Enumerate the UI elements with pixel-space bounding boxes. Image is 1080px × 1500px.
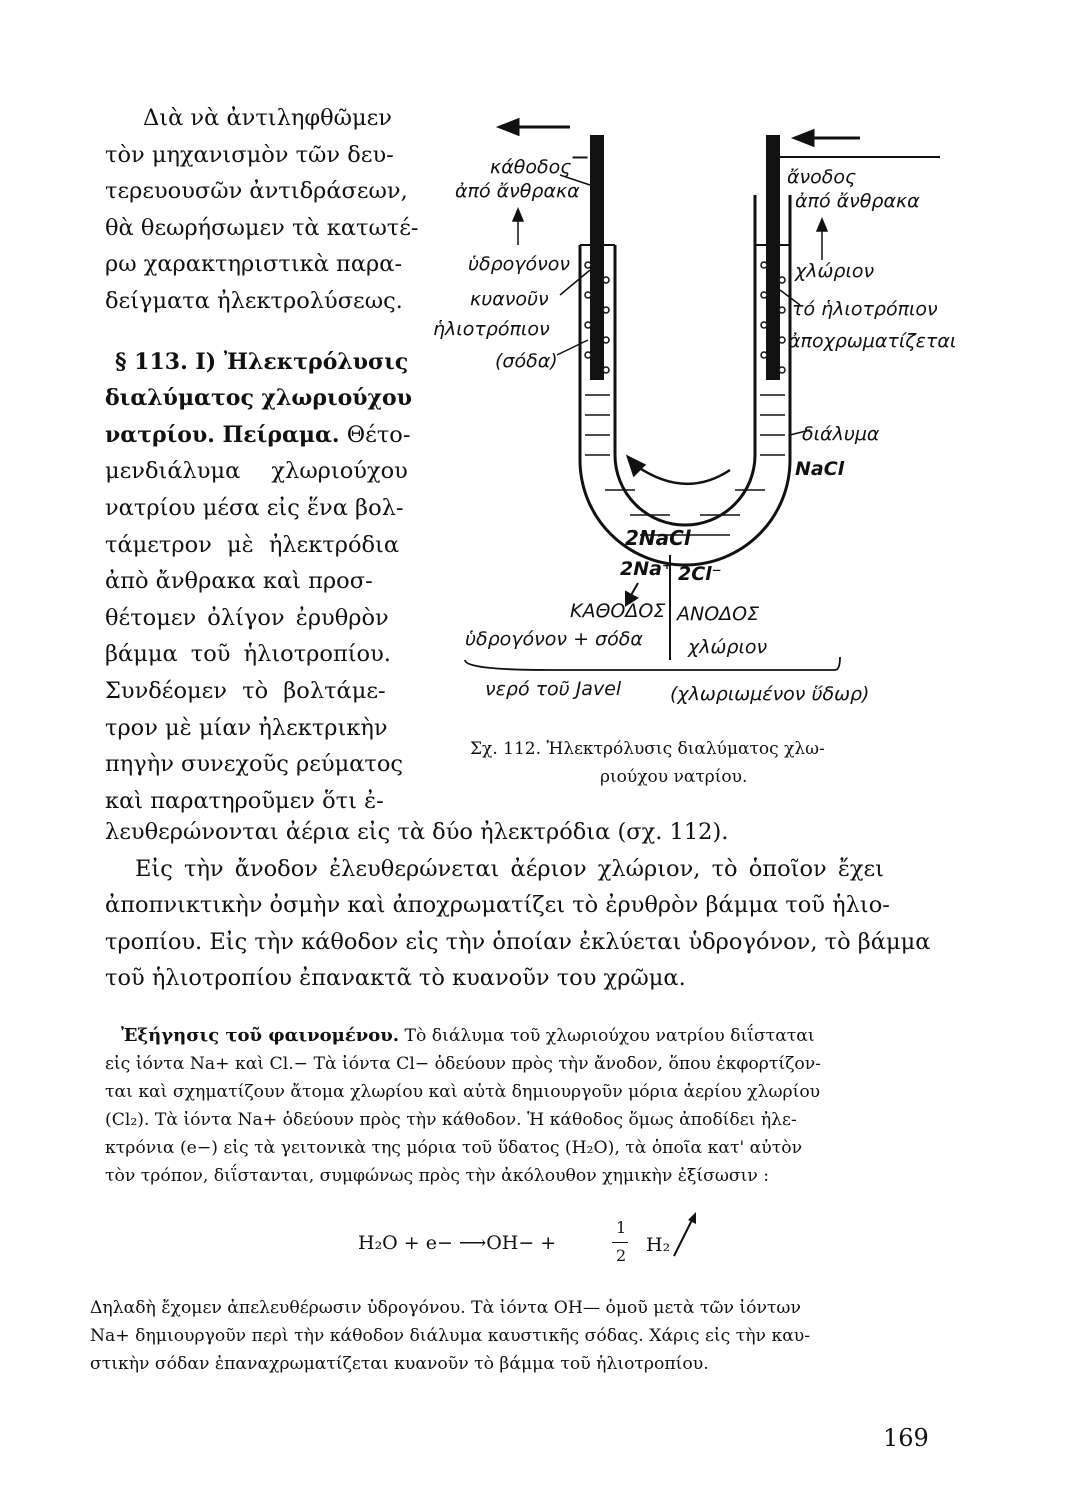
javel-label: νερό τοῦ Javel: [485, 678, 622, 700]
text-line: καὶ παρατηροῦμεν ὅτι ἐ-: [105, 787, 384, 814]
cathode-products: ὑδρογόνον + σόδα: [465, 628, 643, 650]
text-line: ρω χαρακτηριστικὰ παρα-: [105, 251, 403, 278]
text-line: τερευουσῶν ἀντιδράσεων,: [105, 178, 408, 205]
text-line: μενδιάλυμα χλωριούχου: [105, 458, 408, 485]
main-paragraph: [105, 814, 950, 997]
text-line: δείγματα ἠλεκτρολύσεως.: [105, 287, 403, 314]
ion-negative: 2Cl⁻: [678, 563, 722, 585]
text-line: Na+ δημιουργοῦν περὶ τὴν κάθοδον διάλυμα καυστικῆς σόδας. Χάρις εἰς τὴν καυ-: [90, 1326, 811, 1346]
u-tube: [580, 195, 790, 565]
text-line: κτρόνια (e−) εἰς τὰ γειτονικὰ της μόρια τοῦ ὕδατος (H₂O), τὰ ὁποῖα κατ' αὐτὸν: [105, 1138, 803, 1158]
anode-label-2: ἀπό ἄνθρακα: [795, 190, 920, 212]
fraction-denominator: 2: [616, 1246, 627, 1265]
anode-label: + ἄνοδος: [765, 166, 857, 188]
chlorine-label: χλώριον: [795, 260, 875, 282]
hydrogen-label: ὑδρογόνον: [468, 253, 571, 275]
formula-nacl: 2NaCl: [625, 526, 691, 550]
caption-line: ριούχου νατρίου.: [600, 767, 748, 787]
solution-label: διάλυμα: [802, 423, 880, 445]
text-line: στικὴν σόδαν ἐπαναχρωματίζεται κυανοῦν τὸ βάμμα τοῦ ἡλιοτροπίου.: [90, 1354, 709, 1374]
text-line: θὰ θεωρήσωμεν τὰ κατωτέ-: [105, 214, 419, 241]
page-number: 169: [883, 1424, 929, 1452]
section-heading-bold: νατρίου. Πείραμα.: [105, 421, 340, 448]
explanation-paragraph: [105, 1022, 950, 1190]
current-arrow-left: [500, 120, 570, 134]
blue-label: κυανοῦν: [470, 288, 549, 310]
minus-sign: −: [570, 143, 591, 171]
anode-products: χλώριον: [688, 636, 768, 658]
text-line: Συνδέομεν τὸ βολτάμε-: [105, 677, 386, 704]
equation-left: H₂O + e− ⟶OH− +: [358, 1232, 557, 1254]
text-line: βάμμα τοῦ ἡλιοτροπίου.: [105, 641, 391, 668]
text-line: (Cl₂). Τὰ ἰόντα Na+ ὁδεύουν πρὸς τὴν κάθοδον. Ἡ κάθοδος ὅμως ἀποδίδει ἠλε-: [105, 1110, 797, 1130]
cathode-caps: ΚΑΘΟΔΟΣ: [570, 600, 666, 622]
scheme-brace: [465, 657, 840, 670]
text-line: ἀπὸ ἄνθρακα καὶ προσ-: [105, 568, 373, 595]
ion-positive: 2Na⁺: [620, 558, 672, 580]
figure-caption: [470, 735, 910, 791]
cathode-label: κάθοδος: [490, 156, 572, 178]
text-fragment: Θέτο-: [346, 421, 411, 448]
section-heading-line3: [105, 417, 440, 454]
text-line: τροπίου. Εἰς τὴν κάθοδον εἰς τὴν ὁποίαν ἐκλύεται ὑδρογόνον, τὸ βάμμα: [105, 928, 931, 955]
decolorized-label: ἀποχρωματίζεται: [788, 330, 957, 352]
text-line: πηγὴν συνεχοῦς ρεύματος: [105, 751, 403, 778]
cathode-label-2: ἀπό ἄνθρακα: [455, 180, 580, 202]
javel-paren: (χλωριωμένον ὕδωρ): [670, 683, 870, 705]
chemical-equation: [358, 1210, 758, 1280]
text-line: Εἰς τὴν ἄνοδον ἐλευθερώνεται ἀέριον χλώριον, τὸ ὁποῖον ἔχει: [135, 855, 885, 882]
text-line: τὸν μηχανισμὸν τῶν δευ-: [105, 141, 394, 168]
litmus-right-label: τό ἡλιοτρόπιον: [792, 298, 938, 320]
text-line: Δηλαδὴ ἔχομεν ἀπελευθέρωσιν ὑδρογόνου. Τὰ ἰόντα OH— ὁμοῦ μετὰ τῶν ἰόντων: [90, 1298, 801, 1318]
ion-flow-arrow: [628, 457, 730, 484]
text-line: εἰς ἰόντα Na+ καὶ Cl.− Τὰ ἰόντα Cl− ὁδεύουν πρὸς τὴν ἄνοδον, ὅπου ἐκφορτίζον-: [105, 1054, 821, 1074]
electrolysis-diagram: [430, 105, 970, 725]
text-line: τρον μὲ μίαν ἠλεκτρικὴν: [105, 714, 388, 741]
text-fragment: Τὸ διάλυμα τοῦ χλωριούχου νατρίου διΐσταται: [404, 1026, 815, 1046]
anode-caps: ΑΝΟΔΟΣ: [677, 603, 760, 625]
fraction-bar: [612, 1242, 628, 1243]
text-line: θέτομεν ὀλίγον ἐρυθρὸν: [105, 604, 389, 631]
section-heading-cont: διαλύματος χλωριούχου: [105, 385, 412, 412]
litmus-label: ἡλιοτρόπιον: [433, 318, 550, 340]
explanation-heading: Ἐξήγησις τοῦ φαινομένου.: [121, 1025, 400, 1046]
fraction-numerator: 1: [616, 1218, 627, 1237]
text-line: λευθερώνονται ἀέρια εἰς τὰ δύο ἠλεκτρόδια (σχ. 112).: [105, 819, 729, 845]
nacl-label: NaCl: [795, 458, 845, 480]
text-line: τὸν τρόπον, διΐστανται, συμφώνως πρὸς τὴν ἀκόλουθον χημικὴν ἐξίσωσιν :: [105, 1166, 770, 1186]
text-line: ἀποπνικτικὴν ὀσμὴν καὶ ἀποχρωματίζει τὸ ἐρυθρὸν βάμμα τοῦ ἡλιο-: [105, 892, 890, 919]
text-line: ται καὶ σχηματίζουν ἄτομα χλωρίου καὶ αὐτὰ δημιουργοῦν μόρια ἀερίου χλωρίου: [105, 1082, 821, 1102]
left-column-text: [105, 100, 440, 819]
text-line: τάμετρον μὲ ἠλεκτρόδια: [105, 531, 400, 558]
explanation-first-line: [105, 1022, 950, 1050]
section-heading: § 113. Ι) Ἠλεκτρόλυσις: [115, 348, 409, 375]
text-line: τοῦ ἡλιοτροπίου ἐπανακτᾶ τὸ κυανοῦν του χρῶμα.: [105, 965, 686, 992]
caption-line: Σχ. 112. Ἠλεκτρόλυσις διαλύματος χλω-: [470, 739, 825, 759]
gas-arrow-icon: [670, 1210, 700, 1260]
final-paragraph: [90, 1294, 950, 1378]
text-line: Διὰ νὰ ἀντιληφθῶμεν: [143, 105, 392, 131]
text-line: νατρίου μέσα εἰς ἕνα βολ-: [105, 494, 404, 521]
equation-product: H₂: [646, 1234, 671, 1256]
current-arrow-right: [770, 131, 940, 157]
soda-label: (σόδα): [495, 350, 558, 372]
cathode-electrode: [590, 135, 604, 380]
